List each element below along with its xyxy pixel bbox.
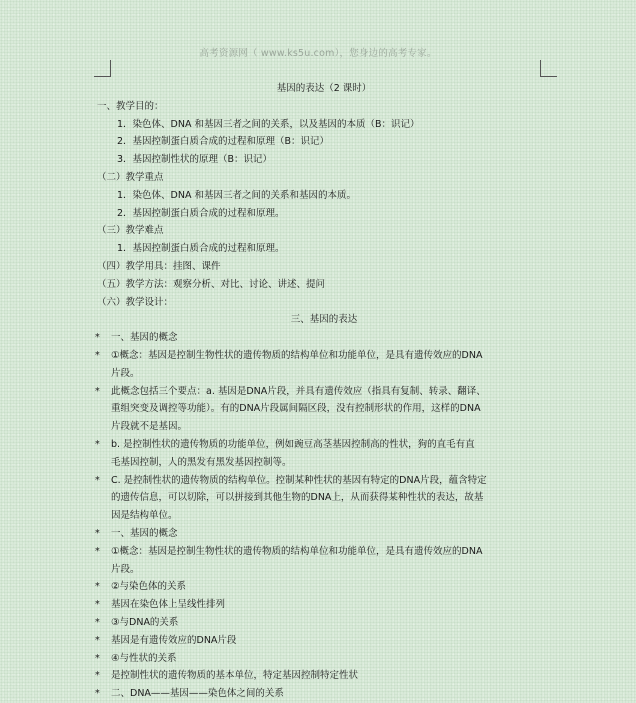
bullet-text: 片段。 (111, 367, 140, 379)
bullet-star-icon: * (95, 438, 100, 450)
outline-line: 2．基因控制蛋白质合成的过程和原理（B：识记） (117, 136, 330, 148)
outline-line: 一、教学目的： (97, 100, 164, 112)
bullet-text: C. 是控制性状的遗传物质的结构单位。控制某种性状的基因有特定的DNA片段，蕴含特定 (111, 474, 487, 486)
outline-line: （四）教学用具：挂图、课件 (97, 260, 221, 272)
bullet-text: 片段。 (111, 563, 140, 575)
bullet-line (95, 383, 553, 401)
document-body (95, 80, 553, 703)
bullet-text: ②与染色体的关系 (111, 581, 187, 593)
bullet-text: 此概念包括三个要点：a. 基因是DNA片段，并具有遗传效应（指具有复制、转录、翻译、 (111, 385, 486, 397)
bullet-text: 片段就不是基因。 (111, 421, 188, 433)
bullet-line (95, 400, 553, 418)
bullet-line (95, 507, 553, 525)
bullet-star-icon: * (95, 616, 100, 628)
outline-line: （二）教学重点 (97, 171, 164, 183)
bullet-line (95, 418, 553, 436)
outline-line: （六）教学设计： (97, 296, 174, 308)
bullet-text: 是控制性状的遗传物质的基本单位，特定基因控制特定性状 (111, 670, 359, 682)
bullet-line (95, 614, 553, 632)
bullet-star-icon: * (95, 599, 100, 611)
bullet-text: 基因在染色体上呈线性排列 (111, 599, 226, 611)
bullet-text: ①概念：基因是控制生物性状的遗传物质的结构单位和功能单位，是具有遗传效应的DNA (111, 545, 483, 557)
bullet-star-icon: * (95, 349, 100, 361)
bullet-text: 重组突变及调控等功能）。有的DNA片段属间隔区段，没有控制形状的作用，这样的DNA (111, 403, 481, 415)
outline-line: 1．基因控制蛋白质合成的过程和原理。 (117, 243, 285, 255)
bullet-text: 因是结构单位。 (111, 510, 178, 522)
bullet-line (95, 596, 553, 614)
outline-line: 1．染色体、DNA 和基因三者之间的关系和基因的本质。 (117, 189, 356, 201)
bullet-star-icon: * (95, 332, 100, 344)
outline-line: 1．染色体、DNA 和基因三者之间的关系，以及基因的本质（B：识记） (117, 118, 420, 130)
bullet-line (95, 436, 553, 454)
bullet-text: 基因是有遗传效应的DNA片段 (111, 634, 237, 646)
crop-mark-left (94, 60, 111, 77)
bullet-line (95, 489, 553, 507)
bullet-line (95, 561, 553, 579)
bullet-line (95, 347, 553, 365)
bullet-star-icon: * (95, 688, 100, 700)
bullet-star-icon: * (95, 581, 100, 593)
bullet-text: 二、DNA——基因——染色体之间的关系 (111, 688, 284, 700)
bullet-line (95, 543, 553, 561)
bullet-line (95, 365, 553, 383)
bullet-star-icon: * (95, 670, 100, 682)
bullet-text: 一、基因的概念 (111, 332, 178, 344)
bullet-text: 毛基因控制，人的黑发有黑发基因控制等。 (111, 456, 292, 468)
outline-line: 2．基因控制蛋白质合成的过程和原理。 (117, 207, 285, 219)
bullet-line (95, 578, 553, 596)
bullet-text: 的遗传信息，可以切除，可以拼接到其他生物的DNA上，从而获得某种性状的表达，故基 (111, 492, 484, 504)
bullet-section (95, 329, 553, 703)
bullet-star-icon: * (95, 545, 100, 557)
bullet-text: 一、基因的概念 (111, 527, 178, 539)
bullet-line (95, 472, 553, 490)
outline-line: （五）教学方法：观察分析、对比、讨论、讲述、提问 (97, 278, 326, 290)
crop-mark-right (540, 60, 557, 77)
bullet-text: b. 是控制性状的遗传物质的功能单位，例如豌豆高茎基因控制高的性状，狗的直毛有直 (111, 438, 475, 450)
bullet-line (95, 685, 553, 703)
bullet-text: ③与DNA的关系 (111, 616, 179, 628)
bullet-line (95, 650, 553, 668)
outline-section (95, 98, 553, 329)
outline-line: （三）教学难点 (97, 225, 164, 237)
bullet-star-icon: * (95, 652, 100, 664)
bullet-text: ④与性状的关系 (111, 652, 177, 664)
bullet-star-icon: * (95, 474, 100, 486)
bullet-text: ①概念：基因是控制生物性状的遗传物质的结构单位和功能单位，是具有遗传效应的DNA (111, 349, 483, 361)
bullet-line (95, 667, 553, 685)
bullet-line (95, 454, 553, 472)
bullet-line (95, 329, 553, 347)
bullet-star-icon: * (95, 385, 100, 397)
outline-line: 3．基因控制性状的原理（B：识记） (117, 154, 273, 166)
outline-line: 三、基因的表达 (290, 314, 358, 326)
bullet-star-icon: * (95, 634, 100, 646)
page-header: 高考资源网（ www.ks5u.com），您身边的高考专家。 (199, 48, 437, 59)
document-title: 基因的表达（2 课时） (276, 83, 372, 94)
bullet-line (95, 632, 553, 650)
bullet-star-icon: * (95, 527, 100, 539)
bullet-line (95, 525, 553, 543)
